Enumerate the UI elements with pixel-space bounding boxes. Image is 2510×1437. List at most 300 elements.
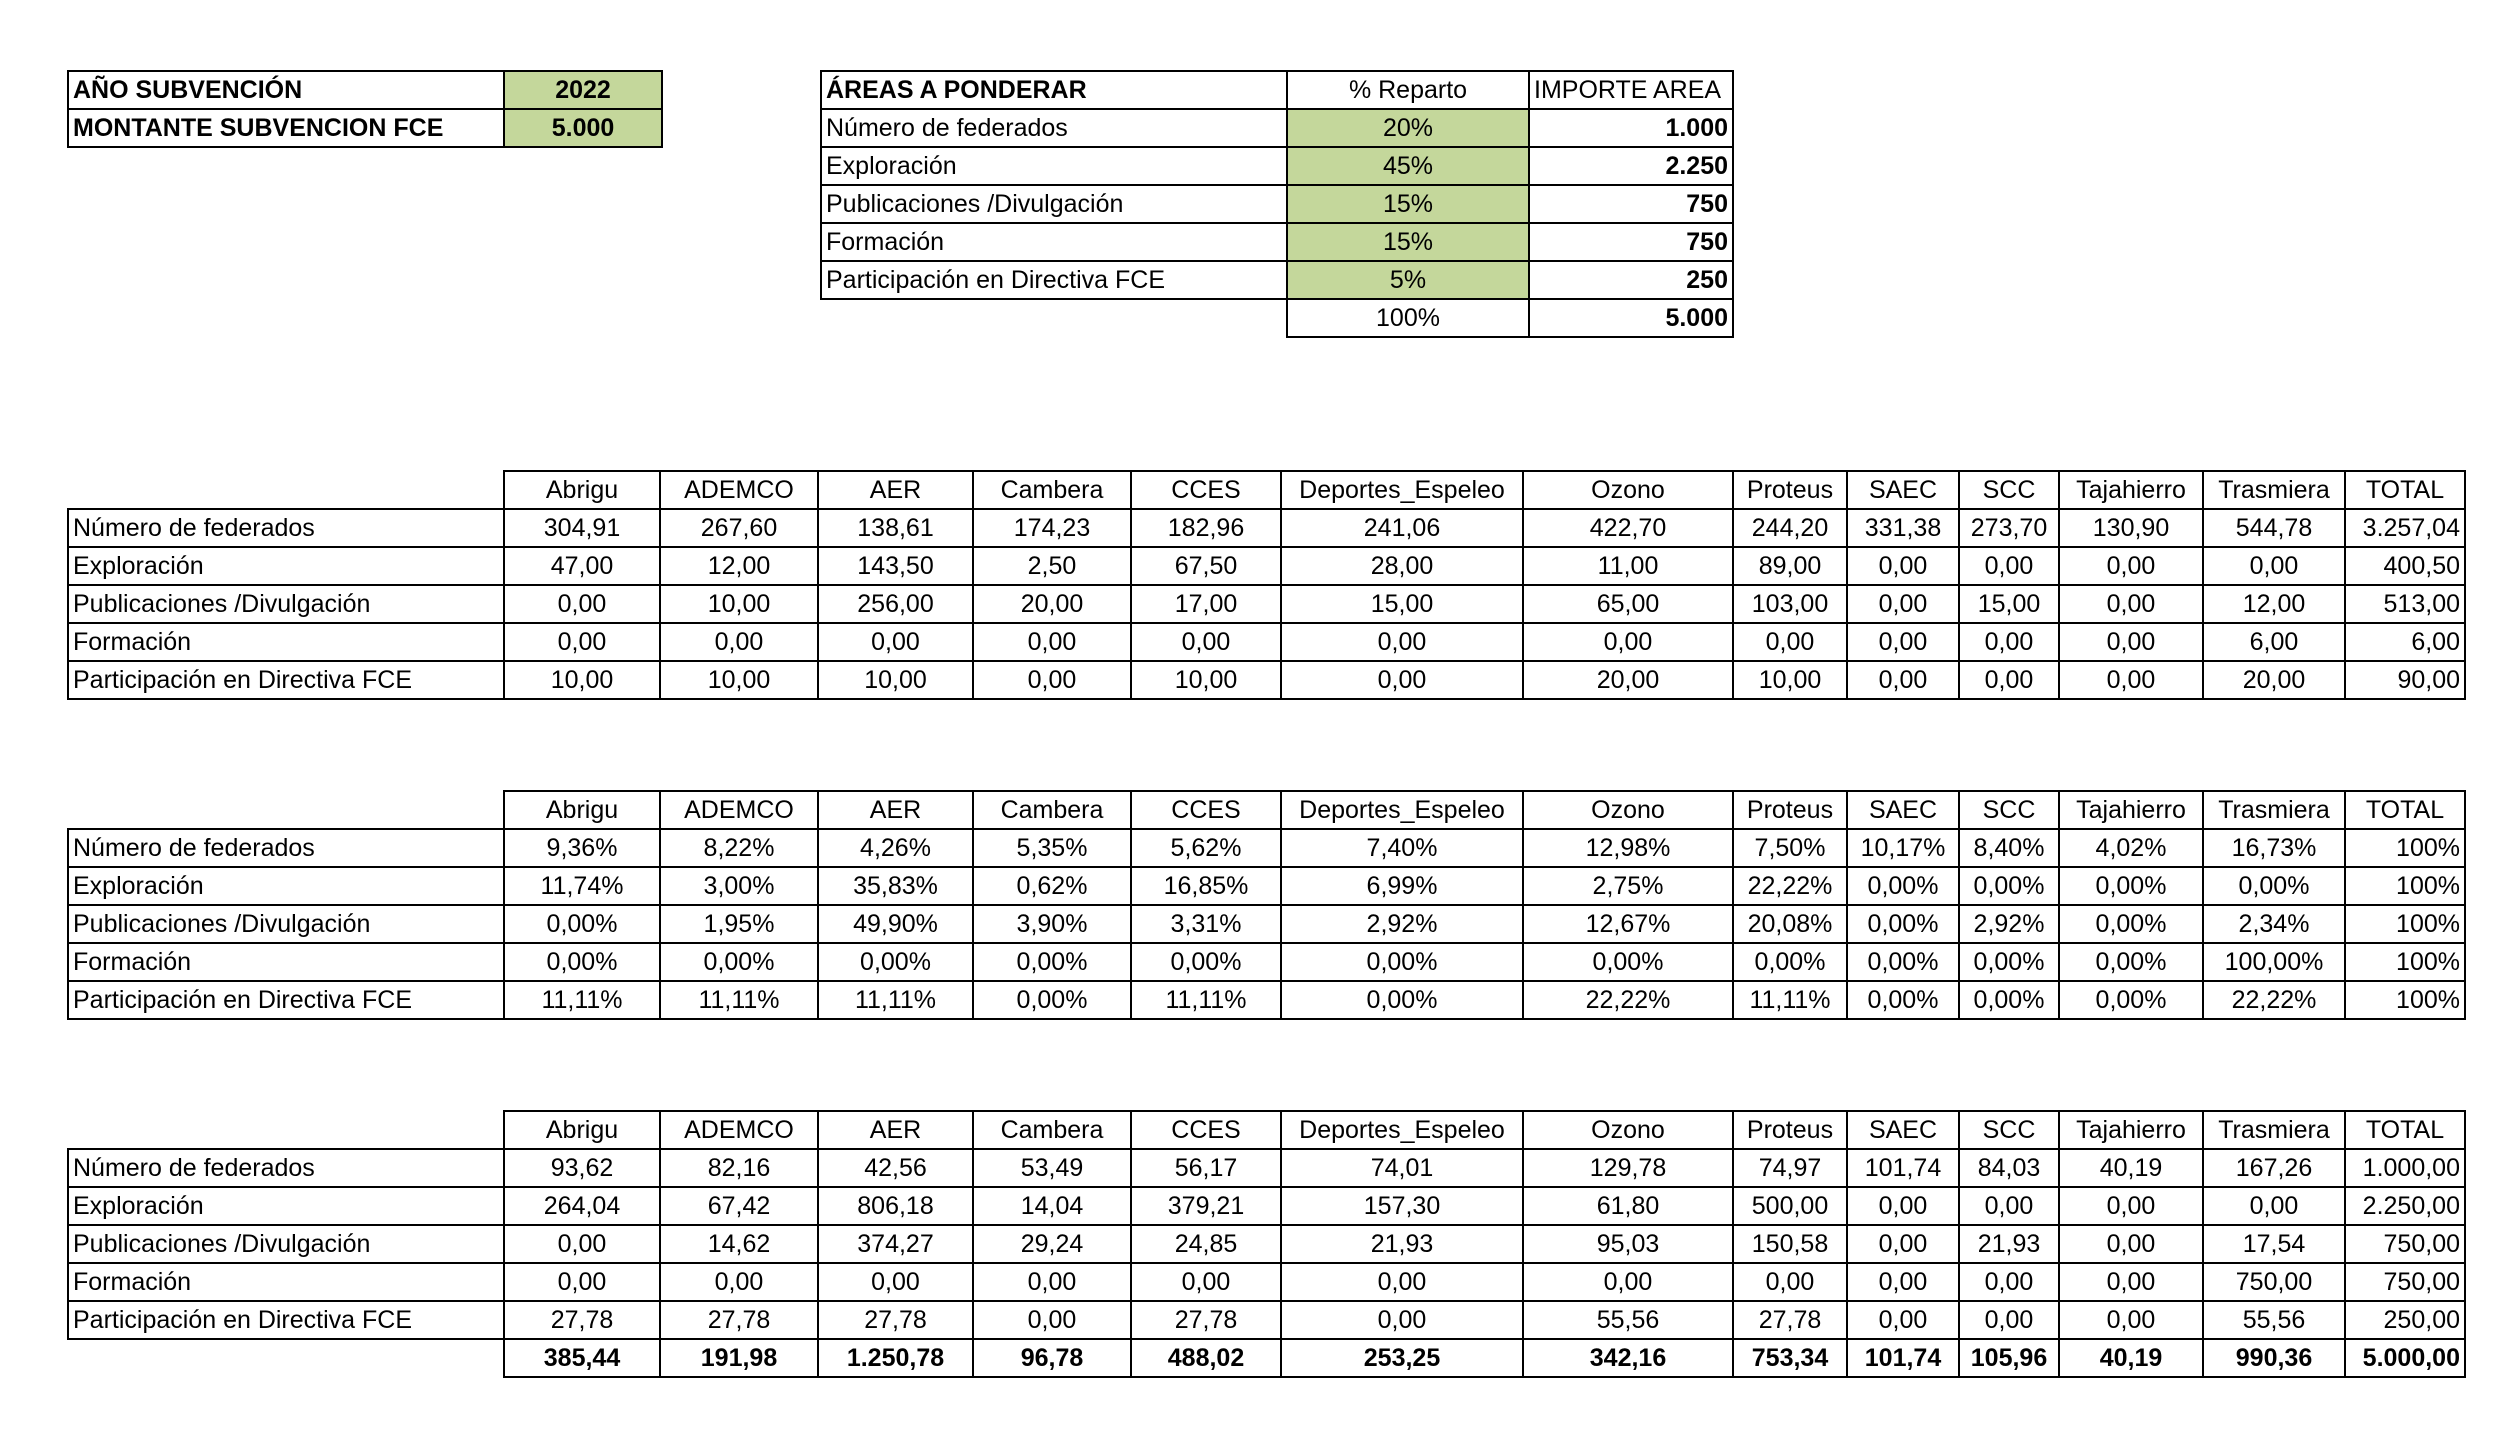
value-cell: 12,00 xyxy=(660,547,818,585)
value-cell: 0,00% xyxy=(1281,943,1523,981)
row-total-cell: 750,00 xyxy=(2345,1225,2465,1263)
column-header-row xyxy=(68,791,2465,829)
area-pct-cell[interactable]: 45% xyxy=(1287,147,1529,185)
value-cell: 11,74% xyxy=(504,867,660,905)
value-cell: 27,78 xyxy=(1131,1301,1281,1339)
value-cell: 0,00 xyxy=(1847,547,1959,585)
value-cell: 0,00% xyxy=(504,943,660,981)
value-cell: 11,11% xyxy=(504,981,660,1019)
value-cell: 0,00 xyxy=(1281,661,1523,699)
value-cell: 0,00% xyxy=(818,943,973,981)
column-header: Proteus xyxy=(1733,471,1847,509)
value-cell: 27,78 xyxy=(1733,1301,1847,1339)
area-label: Exploración xyxy=(821,147,1287,185)
value-cell: 0,00 xyxy=(2059,1263,2203,1301)
value-cell: 14,62 xyxy=(660,1225,818,1263)
value-cell: 0,00 xyxy=(504,1225,660,1263)
column-header: Cambera xyxy=(973,471,1131,509)
areas-total-spacer xyxy=(821,299,1287,337)
column-header: Ozono xyxy=(1523,1111,1733,1149)
value-cell: 0,00 xyxy=(1847,1301,1959,1339)
value-cell: 0,00 xyxy=(1959,1301,2059,1339)
value-cell: 6,00 xyxy=(2203,623,2345,661)
areas-total-row xyxy=(821,299,1733,337)
value-cell: 0,00% xyxy=(1281,981,1523,1019)
column-header: Abrigu xyxy=(504,1111,660,1149)
corner-spacer xyxy=(68,1111,504,1149)
value-cell: 0,00 xyxy=(1847,1225,1959,1263)
value-cell: 182,96 xyxy=(1131,509,1281,547)
value-cell: 3,31% xyxy=(1131,905,1281,943)
column-header: SAEC xyxy=(1847,471,1959,509)
value-cell: 47,00 xyxy=(504,547,660,585)
value-cell: 0,00% xyxy=(2059,867,2203,905)
column-header: Trasmiera xyxy=(2203,791,2345,829)
column-header: ADEMCO xyxy=(660,791,818,829)
value-cell: 11,11% xyxy=(1733,981,1847,1019)
column-header: Tajahierro xyxy=(2059,1111,2203,1149)
value-cell: 0,00 xyxy=(1281,1263,1523,1301)
value-cell: 750,00 xyxy=(2203,1263,2345,1301)
value-cell: 42,56 xyxy=(818,1149,973,1187)
column-header: AER xyxy=(818,471,973,509)
value-cell: 74,01 xyxy=(1281,1149,1523,1187)
row-label: Número de federados xyxy=(68,509,504,547)
column-header: Ozono xyxy=(1523,791,1733,829)
column-header: AER xyxy=(818,1111,973,1149)
value-cell: 11,11% xyxy=(660,981,818,1019)
row-label: Publicaciones /Divulgación xyxy=(68,585,504,623)
row-total-cell: 6,00 xyxy=(2345,623,2465,661)
column-header: TOTAL xyxy=(2345,1111,2465,1149)
value-cell: 24,85 xyxy=(1131,1225,1281,1263)
amount-row xyxy=(68,109,662,147)
value-cell: 67,42 xyxy=(660,1187,818,1225)
club-amounts-table xyxy=(67,1110,2466,1378)
value-cell: 9,36% xyxy=(504,829,660,867)
value-cell: 5,35% xyxy=(973,829,1131,867)
table-row xyxy=(68,943,2465,981)
column-header: Tajahierro xyxy=(2059,791,2203,829)
row-total-cell: 513,00 xyxy=(2345,585,2465,623)
column-header: Tajahierro xyxy=(2059,471,2203,509)
area-pct-cell[interactable]: 15% xyxy=(1287,223,1529,261)
amount-value-cell[interactable]: 5.000 xyxy=(504,109,662,147)
value-cell: 157,30 xyxy=(1281,1187,1523,1225)
table-row xyxy=(68,1225,2465,1263)
value-cell: 0,00 xyxy=(1959,1187,2059,1225)
value-cell: 0,00 xyxy=(2059,585,2203,623)
value-cell: 0,00 xyxy=(1847,661,1959,699)
value-cell: 20,08% xyxy=(1733,905,1847,943)
value-cell: 10,00 xyxy=(660,585,818,623)
value-cell: 0,00 xyxy=(2059,623,2203,661)
value-cell: 0,00 xyxy=(1847,1187,1959,1225)
value-cell: 241,06 xyxy=(1281,509,1523,547)
column-total-cell: 488,02 xyxy=(1131,1339,1281,1377)
value-cell: 35,83% xyxy=(818,867,973,905)
value-cell: 0,00 xyxy=(1281,1301,1523,1339)
value-cell: 138,61 xyxy=(818,509,973,547)
value-cell: 12,00 xyxy=(2203,585,2345,623)
value-cell: 89,00 xyxy=(1733,547,1847,585)
column-total-cell: 1.250,78 xyxy=(818,1339,973,1377)
value-cell: 7,50% xyxy=(1733,829,1847,867)
value-cell: 65,00 xyxy=(1523,585,1733,623)
value-cell: 55,56 xyxy=(1523,1301,1733,1339)
value-cell: 0,00 xyxy=(1523,1263,1733,1301)
value-cell: 0,00 xyxy=(2059,1225,2203,1263)
column-total-cell: 105,96 xyxy=(1959,1339,2059,1377)
row-total-cell: 400,50 xyxy=(2345,547,2465,585)
value-cell: 143,50 xyxy=(818,547,973,585)
subsidy-info-table xyxy=(67,70,663,148)
value-cell: 0,00% xyxy=(2059,981,2203,1019)
value-cell: 0,00% xyxy=(2059,943,2203,981)
row-total-cell: 100% xyxy=(2345,981,2465,1019)
column-header: CCES xyxy=(1131,1111,1281,1149)
value-cell: 0,62% xyxy=(973,867,1131,905)
value-cell: 0,00 xyxy=(660,623,818,661)
value-cell: 17,00 xyxy=(1131,585,1281,623)
row-total-cell: 90,00 xyxy=(2345,661,2465,699)
column-header: Cambera xyxy=(973,1111,1131,1149)
value-cell: 20,00 xyxy=(2203,661,2345,699)
value-cell: 28,00 xyxy=(1281,547,1523,585)
column-header: ADEMCO xyxy=(660,471,818,509)
club-values-table xyxy=(67,470,2466,700)
value-cell: 0,00% xyxy=(973,943,1131,981)
row-label: Exploración xyxy=(68,547,504,585)
value-cell: 4,02% xyxy=(2059,829,2203,867)
area-label: Formación xyxy=(821,223,1287,261)
value-cell: 2,34% xyxy=(2203,905,2345,943)
table-row xyxy=(68,623,2465,661)
table-row xyxy=(68,1187,2465,1225)
area-pct-cell[interactable]: 15% xyxy=(1287,185,1529,223)
table-row xyxy=(68,547,2465,585)
value-cell: 10,00 xyxy=(818,661,973,699)
value-cell: 101,74 xyxy=(1847,1149,1959,1187)
column-header-row xyxy=(68,1111,2465,1149)
value-cell: 12,67% xyxy=(1523,905,1733,943)
value-cell: 22,22% xyxy=(1733,867,1847,905)
value-cell: 103,00 xyxy=(1733,585,1847,623)
value-cell: 244,20 xyxy=(1733,509,1847,547)
value-cell: 0,00% xyxy=(1131,943,1281,981)
value-cell: 2,92% xyxy=(1959,905,2059,943)
areas-row xyxy=(821,147,1733,185)
row-total-cell: 100% xyxy=(2345,943,2465,981)
column-header: CCES xyxy=(1131,471,1281,509)
value-cell: 374,27 xyxy=(818,1225,973,1263)
value-cell: 304,91 xyxy=(504,509,660,547)
value-cell: 0,00% xyxy=(1523,943,1733,981)
value-cell: 500,00 xyxy=(1733,1187,1847,1225)
table-row xyxy=(68,867,2465,905)
amount-label: MONTANTE SUBVENCION FCE xyxy=(68,109,504,147)
row-label: Formación xyxy=(68,1263,504,1301)
row-label: Formación xyxy=(68,623,504,661)
value-cell: 0,00 xyxy=(818,623,973,661)
column-header: Deportes_Espeleo xyxy=(1281,791,1523,829)
value-cell: 0,00 xyxy=(1847,585,1959,623)
row-label: Exploración xyxy=(68,867,504,905)
value-cell: 167,26 xyxy=(2203,1149,2345,1187)
row-total-cell: 100% xyxy=(2345,829,2465,867)
year-row xyxy=(68,71,662,109)
row-label: Participación en Directiva FCE xyxy=(68,981,504,1019)
value-cell: 0,00% xyxy=(1959,981,2059,1019)
value-cell: 11,11% xyxy=(1131,981,1281,1019)
value-cell: 0,00 xyxy=(818,1263,973,1301)
row-label: Publicaciones /Divulgación xyxy=(68,905,504,943)
areas-header-amount: IMPORTE AREA xyxy=(1529,71,1733,109)
value-cell: 0,00 xyxy=(1847,1263,1959,1301)
value-cell: 67,50 xyxy=(1131,547,1281,585)
value-cell: 0,00 xyxy=(1523,623,1733,661)
column-header: CCES xyxy=(1131,791,1281,829)
column-total-cell: 191,98 xyxy=(660,1339,818,1377)
value-cell: 49,90% xyxy=(818,905,973,943)
column-header: Deportes_Espeleo xyxy=(1281,1111,1523,1149)
value-cell: 15,00 xyxy=(1959,585,2059,623)
value-cell: 0,00 xyxy=(973,1263,1131,1301)
value-cell: 0,00% xyxy=(2059,905,2203,943)
value-cell: 14,04 xyxy=(973,1187,1131,1225)
value-cell: 0,00 xyxy=(2059,1301,2203,1339)
row-label: Formación xyxy=(68,943,504,981)
value-cell: 806,18 xyxy=(818,1187,973,1225)
year-label: AÑO SUBVENCIÓN xyxy=(68,71,504,109)
row-label: Publicaciones /Divulgación xyxy=(68,1225,504,1263)
value-cell: 95,03 xyxy=(1523,1225,1733,1263)
areas-row xyxy=(821,185,1733,223)
value-cell: 0,00% xyxy=(660,943,818,981)
value-cell: 22,22% xyxy=(1523,981,1733,1019)
table-row xyxy=(68,1149,2465,1187)
areas-total-pct: 100% xyxy=(1287,299,1529,337)
table-row xyxy=(68,829,2465,867)
column-header: AER xyxy=(818,791,973,829)
totals-spacer xyxy=(68,1339,504,1377)
value-cell: 15,00 xyxy=(1281,585,1523,623)
value-cell: 0,00 xyxy=(2059,661,2203,699)
value-cell: 61,80 xyxy=(1523,1187,1733,1225)
value-cell: 0,00 xyxy=(660,1263,818,1301)
value-cell: 0,00% xyxy=(1847,943,1959,981)
row-total-cell: 750,00 xyxy=(2345,1263,2465,1301)
value-cell: 2,75% xyxy=(1523,867,1733,905)
value-cell: 0,00 xyxy=(2059,547,2203,585)
areas-header-row xyxy=(821,71,1733,109)
column-total-cell: 385,44 xyxy=(504,1339,660,1377)
value-cell: 0,00% xyxy=(1847,905,1959,943)
value-cell: 8,40% xyxy=(1959,829,2059,867)
value-cell: 0,00 xyxy=(504,585,660,623)
value-cell: 264,04 xyxy=(504,1187,660,1225)
value-cell: 0,00 xyxy=(973,661,1131,699)
value-cell: 93,62 xyxy=(504,1149,660,1187)
column-total-cell: 40,19 xyxy=(2059,1339,2203,1377)
area-pct-cell[interactable]: 20% xyxy=(1287,109,1529,147)
value-cell: 3,90% xyxy=(973,905,1131,943)
column-header: Cambera xyxy=(973,791,1131,829)
area-amount: 750 xyxy=(1529,223,1733,261)
value-cell: 0,00% xyxy=(973,981,1131,1019)
table-row xyxy=(68,1263,2465,1301)
value-cell: 21,93 xyxy=(1959,1225,2059,1263)
value-cell: 16,73% xyxy=(2203,829,2345,867)
row-total-cell: 2.250,00 xyxy=(2345,1187,2465,1225)
value-cell: 273,70 xyxy=(1959,509,2059,547)
value-cell: 27,78 xyxy=(818,1301,973,1339)
column-total-cell: 96,78 xyxy=(973,1339,1131,1377)
area-label: Número de federados xyxy=(821,109,1287,147)
value-cell: 29,24 xyxy=(973,1225,1131,1263)
value-cell: 267,60 xyxy=(660,509,818,547)
value-cell: 2,92% xyxy=(1281,905,1523,943)
value-cell: 5,62% xyxy=(1131,829,1281,867)
table-row xyxy=(68,509,2465,547)
value-cell: 11,11% xyxy=(818,981,973,1019)
column-header: Abrigu xyxy=(504,791,660,829)
value-cell: 100,00% xyxy=(2203,943,2345,981)
value-cell: 40,19 xyxy=(2059,1149,2203,1187)
value-cell: 379,21 xyxy=(1131,1187,1281,1225)
value-cell: 0,00% xyxy=(1847,867,1959,905)
value-cell: 0,00 xyxy=(2203,547,2345,585)
value-cell: 17,54 xyxy=(2203,1225,2345,1263)
value-cell: 11,00 xyxy=(1523,547,1733,585)
column-total-cell: 101,74 xyxy=(1847,1339,1959,1377)
value-cell: 0,00 xyxy=(1959,1263,2059,1301)
table-row xyxy=(68,1301,2465,1339)
areas-total-amount: 5.000 xyxy=(1529,299,1733,337)
value-cell: 27,78 xyxy=(504,1301,660,1339)
value-cell: 0,00 xyxy=(504,623,660,661)
value-cell: 74,97 xyxy=(1733,1149,1847,1187)
column-header: Abrigu xyxy=(504,471,660,509)
value-cell: 1,95% xyxy=(660,905,818,943)
value-cell: 130,90 xyxy=(2059,509,2203,547)
value-cell: 53,49 xyxy=(973,1149,1131,1187)
value-cell: 150,58 xyxy=(1733,1225,1847,1263)
value-cell: 0,00 xyxy=(2203,1187,2345,1225)
area-amount: 250 xyxy=(1529,261,1733,299)
value-cell: 0,00 xyxy=(1959,547,2059,585)
areas-row xyxy=(821,109,1733,147)
column-total-cell: 253,25 xyxy=(1281,1339,1523,1377)
value-cell: 129,78 xyxy=(1523,1149,1733,1187)
value-cell: 0,00 xyxy=(1847,623,1959,661)
column-header-row xyxy=(68,471,2465,509)
value-cell: 4,26% xyxy=(818,829,973,867)
value-cell: 0,00% xyxy=(1847,981,1959,1019)
column-total-cell: 342,16 xyxy=(1523,1339,1733,1377)
value-cell: 0,00 xyxy=(504,1263,660,1301)
value-cell: 16,85% xyxy=(1131,867,1281,905)
area-label: Participación en Directiva FCE xyxy=(821,261,1287,299)
value-cell: 2,50 xyxy=(973,547,1131,585)
value-cell: 8,22% xyxy=(660,829,818,867)
value-cell: 27,78 xyxy=(660,1301,818,1339)
value-cell: 0,00 xyxy=(973,623,1131,661)
value-cell: 0,00% xyxy=(1959,867,2059,905)
row-label: Número de federados xyxy=(68,1149,504,1187)
column-header: SAEC xyxy=(1847,1111,1959,1149)
area-amount: 1.000 xyxy=(1529,109,1733,147)
row-total-cell: 100% xyxy=(2345,905,2465,943)
column-header: Proteus xyxy=(1733,791,1847,829)
areas-table xyxy=(820,70,1734,338)
value-cell: 0,00% xyxy=(1959,943,2059,981)
column-header: SAEC xyxy=(1847,791,1959,829)
value-cell: 0,00 xyxy=(1959,623,2059,661)
column-header: SCC xyxy=(1959,791,2059,829)
value-cell: 331,38 xyxy=(1847,509,1959,547)
column-header: Proteus xyxy=(1733,1111,1847,1149)
table-row xyxy=(68,585,2465,623)
row-label: Participación en Directiva FCE xyxy=(68,1301,504,1339)
column-header: Deportes_Espeleo xyxy=(1281,471,1523,509)
column-total-cell: 753,34 xyxy=(1733,1339,1847,1377)
value-cell: 55,56 xyxy=(2203,1301,2345,1339)
value-cell: 174,23 xyxy=(973,509,1131,547)
row-total-cell: 3.257,04 xyxy=(2345,509,2465,547)
value-cell: 56,17 xyxy=(1131,1149,1281,1187)
value-cell: 422,70 xyxy=(1523,509,1733,547)
area-label: Publicaciones /Divulgación xyxy=(821,185,1287,223)
value-cell: 0,00 xyxy=(1959,661,2059,699)
value-cell: 84,03 xyxy=(1959,1149,2059,1187)
value-cell: 6,99% xyxy=(1281,867,1523,905)
year-value-cell[interactable]: 2022 xyxy=(504,71,662,109)
column-header: ADEMCO xyxy=(660,1111,818,1149)
grand-total-cell: 5.000,00 xyxy=(2345,1339,2465,1377)
value-cell: 0,00% xyxy=(2203,867,2345,905)
value-cell: 0,00 xyxy=(973,1301,1131,1339)
areas-header-label: ÁREAS A PONDERAR xyxy=(821,71,1287,109)
value-cell: 0,00 xyxy=(2059,1187,2203,1225)
area-pct-cell[interactable]: 5% xyxy=(1287,261,1529,299)
value-cell: 0,00 xyxy=(1733,623,1847,661)
value-cell: 0,00 xyxy=(1131,1263,1281,1301)
value-cell: 7,40% xyxy=(1281,829,1523,867)
areas-row xyxy=(821,223,1733,261)
club-percentages-table xyxy=(67,790,2466,1020)
value-cell: 3,00% xyxy=(660,867,818,905)
column-total-cell: 990,36 xyxy=(2203,1339,2345,1377)
areas-row xyxy=(821,261,1733,299)
areas-header-pct: % Reparto xyxy=(1287,71,1529,109)
table-row xyxy=(68,981,2465,1019)
row-label: Número de federados xyxy=(68,829,504,867)
corner-spacer xyxy=(68,471,504,509)
row-label: Participación en Directiva FCE xyxy=(68,661,504,699)
table-row xyxy=(68,661,2465,699)
corner-spacer xyxy=(68,791,504,829)
row-total-cell: 250,00 xyxy=(2345,1301,2465,1339)
column-header: TOTAL xyxy=(2345,471,2465,509)
column-header: Trasmiera xyxy=(2203,471,2345,509)
value-cell: 22,22% xyxy=(2203,981,2345,1019)
row-total-cell: 1.000,00 xyxy=(2345,1149,2465,1187)
row-label: Exploración xyxy=(68,1187,504,1225)
value-cell: 256,00 xyxy=(818,585,973,623)
value-cell: 10,00 xyxy=(504,661,660,699)
value-cell: 21,93 xyxy=(1281,1225,1523,1263)
